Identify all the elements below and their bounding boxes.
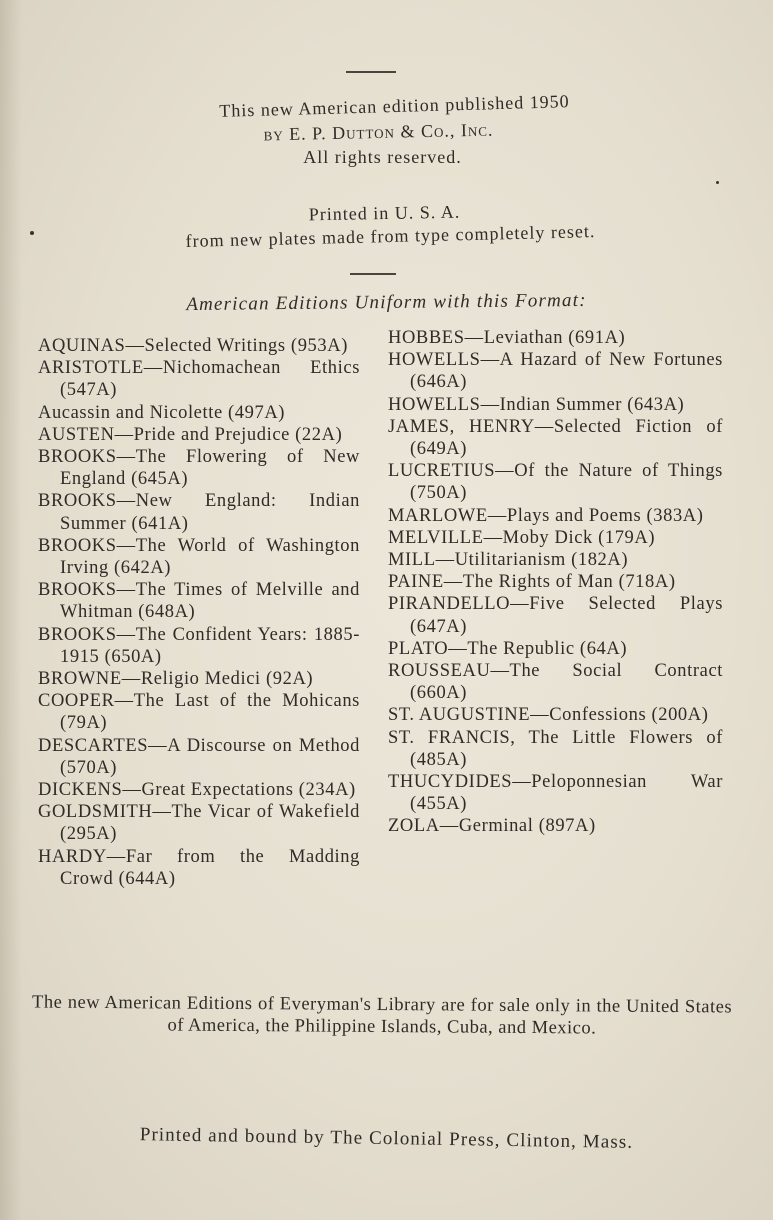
title-entry: HARDY—Far from the Madding Crowd (644A) (38, 846, 360, 889)
title-entry: ST. AUGUSTINE—Confessions (200A) (388, 705, 709, 726)
publisher-line: by E. P. Dutton & Co., Inc. (263, 119, 494, 145)
title-entry: ARISTOTLE—Nichomachean Ethics (547A) (38, 358, 360, 401)
title-entry: COOPER—The Last of the Mohicans (79A) (38, 691, 360, 734)
title-entry: BROOKS—New England: Indian Summer (641A) (38, 491, 360, 534)
plates-line: from new plates made from type completely reset. (185, 220, 596, 252)
title-entry: DICKENS—Great Expectations (234A) (38, 780, 356, 801)
binding-shadow (0, 0, 22, 1220)
title-entry: BROOKS—The Flowering of New England (645A) (38, 447, 360, 490)
title-entry: BROOKS—The Times of Melville and Whitman (648A) (38, 580, 360, 623)
title-entry: MILL—Utilitarianism (182A) (388, 550, 629, 571)
left-column-list (38, 335, 360, 890)
right-column-list (388, 327, 723, 838)
title-entry: THUCYDIDES—Peloponnesian War (455A) (388, 772, 723, 815)
title-entry: BROOKS—The World of Washington Irving (642A) (38, 535, 360, 579)
title-entry: DESCARTES—A Discourse on Method (570A) (38, 735, 360, 778)
printed-in-line: Printed in U. S. A. (308, 201, 461, 225)
title-entry: HOBBES—Leviathan (691A) (388, 328, 626, 348)
title-entry: HOWELLS—A Hazard of New Fortunes (646A) (388, 350, 723, 393)
title-entry: HOWELLS—Indian Summer (643A) (388, 394, 685, 415)
title-entry: ZOLA—Germinal (897A) (388, 816, 596, 837)
title-entry: AQUINAS—Selected Writings (953A) (38, 336, 348, 356)
title-entry: ST. FRANCIS, The Little Flowers of (485A) (388, 727, 723, 770)
ink-speck (30, 231, 34, 235)
list-heading: American Editions Uniform with this Format: (186, 289, 587, 316)
middle-rule (350, 273, 396, 275)
edition-line: This new American edition published 1950 (219, 91, 570, 121)
title-entry: AUSTEN—Pride and Prejudice (22A) (38, 424, 343, 445)
printer-line: Printed and bound by The Colonial Press, Clinton, Mass. (139, 1124, 634, 1153)
title-entry: BROWNE—Religio Medici (92A) (38, 669, 314, 690)
title-entry: Aucassin and Nicolette (497A) (38, 402, 286, 423)
title-entry: PAINE—The Rights of Man (718A) (388, 572, 676, 593)
title-entry: MELVILLE—Moby Dick (179A) (388, 527, 656, 548)
title-entry: BROOKS—The Confident Years: 1885-1915 (650A) (38, 624, 360, 667)
title-entry: JAMES, HENRY—Selected Fiction of (649A) (388, 416, 723, 460)
ink-speck (716, 181, 719, 184)
title-entry: MARLOWE—Plays and Poems (383A) (388, 505, 704, 526)
title-entry: PLATO—The Republic (64A) (388, 638, 628, 659)
title-entry: LUCRETIUS—Of the Nature of Things (750A) (388, 461, 723, 504)
title-entry: ROUSSEAU—The Social Contract (660A) (388, 661, 723, 704)
rights-line: All rights reserved. (303, 147, 462, 167)
sale-restriction-note: The new American Editions of Everyman's Library are for sale only in the United States of America, the Philippine Islands, Cuba, and Mexico. (32, 992, 733, 1039)
title-entry: GOLDSMITH—The Vicar of Wakefield (295A) (38, 802, 360, 845)
title-entry: PIRANDELLO—Five Selected Plays (647A) (388, 594, 723, 637)
top-rule (346, 71, 396, 73)
